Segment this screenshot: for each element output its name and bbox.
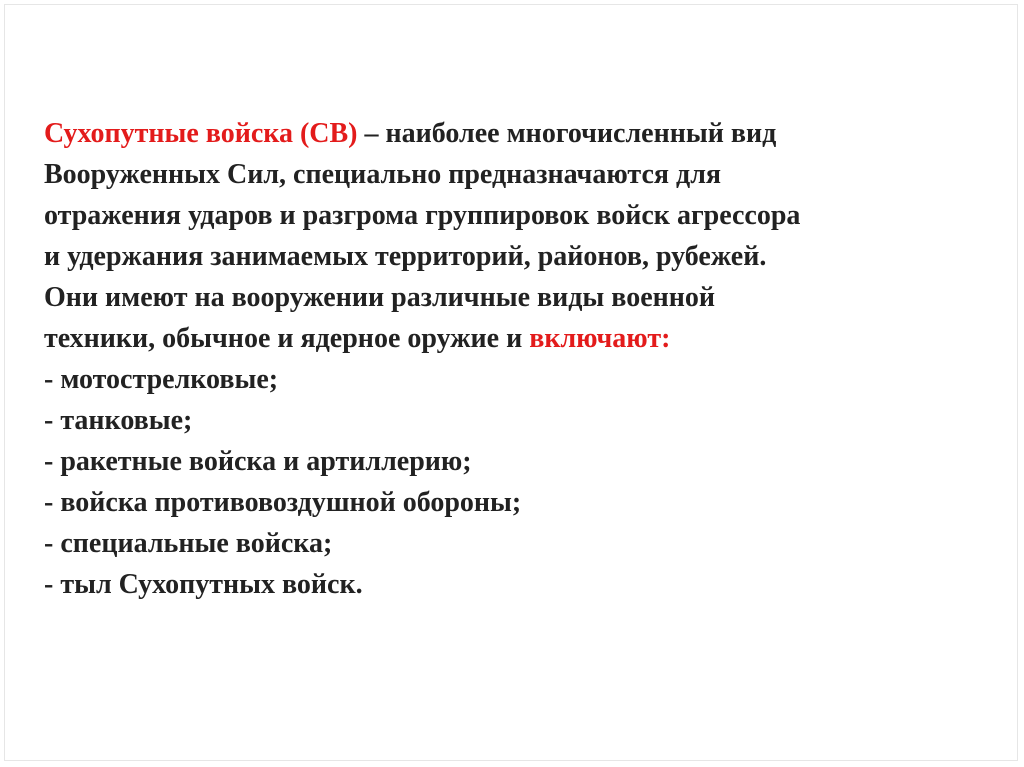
text-line-6 (44, 318, 994, 359)
text-line-6-start: техники, обычное и ядерное оружие и (44, 323, 530, 354)
slide-body-text (44, 113, 994, 605)
highlight-term: Сухопутные войска (СВ) (44, 118, 358, 149)
list-item: - мотострелковые; (44, 364, 279, 395)
highlight-includes: включают: (529, 323, 671, 354)
list-item: - ракетные войска и артиллерию; (44, 446, 472, 477)
text-line-5: Они имеют на вооружении различные виды военной (44, 282, 716, 313)
list-item: - танковые; (44, 405, 193, 436)
text-line-3: отражения ударов и разгрома группировок войск агрессора (44, 200, 801, 231)
list-item: - тыл Сухопутных войск. (44, 569, 363, 600)
text-line-4: и удержания занимаемых территорий, районов, рубежей. (44, 241, 767, 272)
list-item: - специальные войска; (44, 528, 333, 559)
text-line-1-rest: – наиболее многочисленный вид (357, 118, 777, 149)
list-item: - войска противовоздушной обороны; (44, 487, 522, 518)
text-line-1 (44, 113, 994, 154)
text-line-2: Вооруженных Сил, специально предназначаются для (44, 159, 722, 190)
